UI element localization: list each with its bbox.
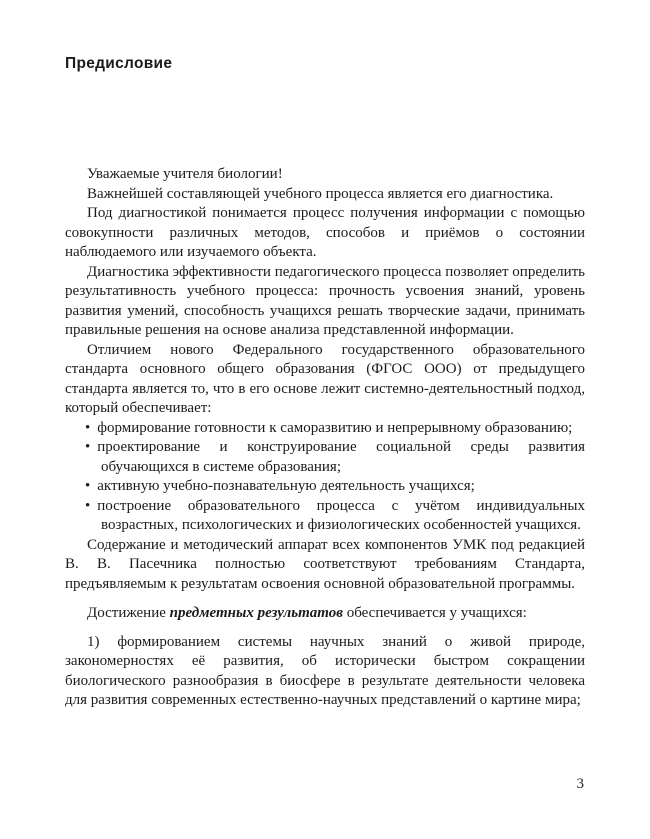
bullet-item-text: формирование готовности к саморазвитию и непрерывному образованию; (97, 419, 573, 436)
paragraph-umk-content: Содержание и методический аппарат всех компонентов УМК под редакцией В. В. Пасечника полностью соответствуют требованиям Стандарта, предъявляемым к результатам освоения основной образовательной программы. (65, 536, 585, 592)
bullet-icon: • (85, 478, 91, 494)
paragraph-diagnostics-definition: Под диагностикой понимается процесс получения информации с помощью совокупности различных методов, способов и приёмов о состоянии наблюдаемого или изучаемого объекта. (65, 205, 585, 260)
paragraph-diagnostics-effectiveness: Диагностика эффективности педагогического процесса позволяет определить результативность учебного процесса: прочность усвоения знаний, уровень развития умений, способность учащихся решать творческие задачи, принимать правильные решения на основе анализа представленной информации. (65, 263, 585, 338)
page-body (65, 165, 585, 711)
bullet-item (85, 419, 585, 439)
bullet-icon: • (85, 419, 91, 436)
bullet-list (65, 419, 585, 536)
paragraph-greeting: Уважаемые учителя биологии! (87, 166, 283, 182)
bullet-item-text: активную учебно-познавательную деятельность учащихся; (97, 478, 475, 494)
paragraph-fgos-standard: Отличием нового Федерального государственного образовательного стандарта основного общего образования (ФГОС ООО) от предыдущего стандарта является то, что в его основе лежит системно-деятельностный подход, который обеспечивает: (65, 341, 585, 416)
bullet-item-text: построение образовательного процесса с учётом индивидуальных возрастных, психологических и физиологических особенностей учащихся. (97, 497, 585, 533)
paragraph-numbered-item-1: 1) формированием системы научных знаний о живой природе, закономерностях её развития, об исторически быстром сокращении биологического разнообразия в биосфере в результате деятельности человека для развития современных естественно-научных представлений о картине мира; (65, 633, 585, 708)
bullet-item (85, 438, 585, 477)
bullet-icon: • (85, 439, 91, 455)
paragraph-diagnostics-intro: Важнейшей составляющей учебного процесса является его диагностика. (87, 185, 554, 202)
paragraph-achievement (65, 604, 585, 624)
bullet-icon: • (85, 497, 91, 514)
achievement-text-after: обеспечивается у учащихся: (342, 605, 527, 621)
page-number: 3 (576, 776, 584, 792)
bullet-item-text: проектирование и конструирование социальной среды развития обучающихся в системе образования; (97, 439, 585, 475)
achievement-text-before: Достижение (87, 605, 170, 621)
page-title: Предисловие (65, 55, 173, 72)
achievement-emphasis: предметных результатов (169, 605, 343, 621)
bullet-item (85, 497, 585, 536)
bullet-item (85, 477, 585, 497)
